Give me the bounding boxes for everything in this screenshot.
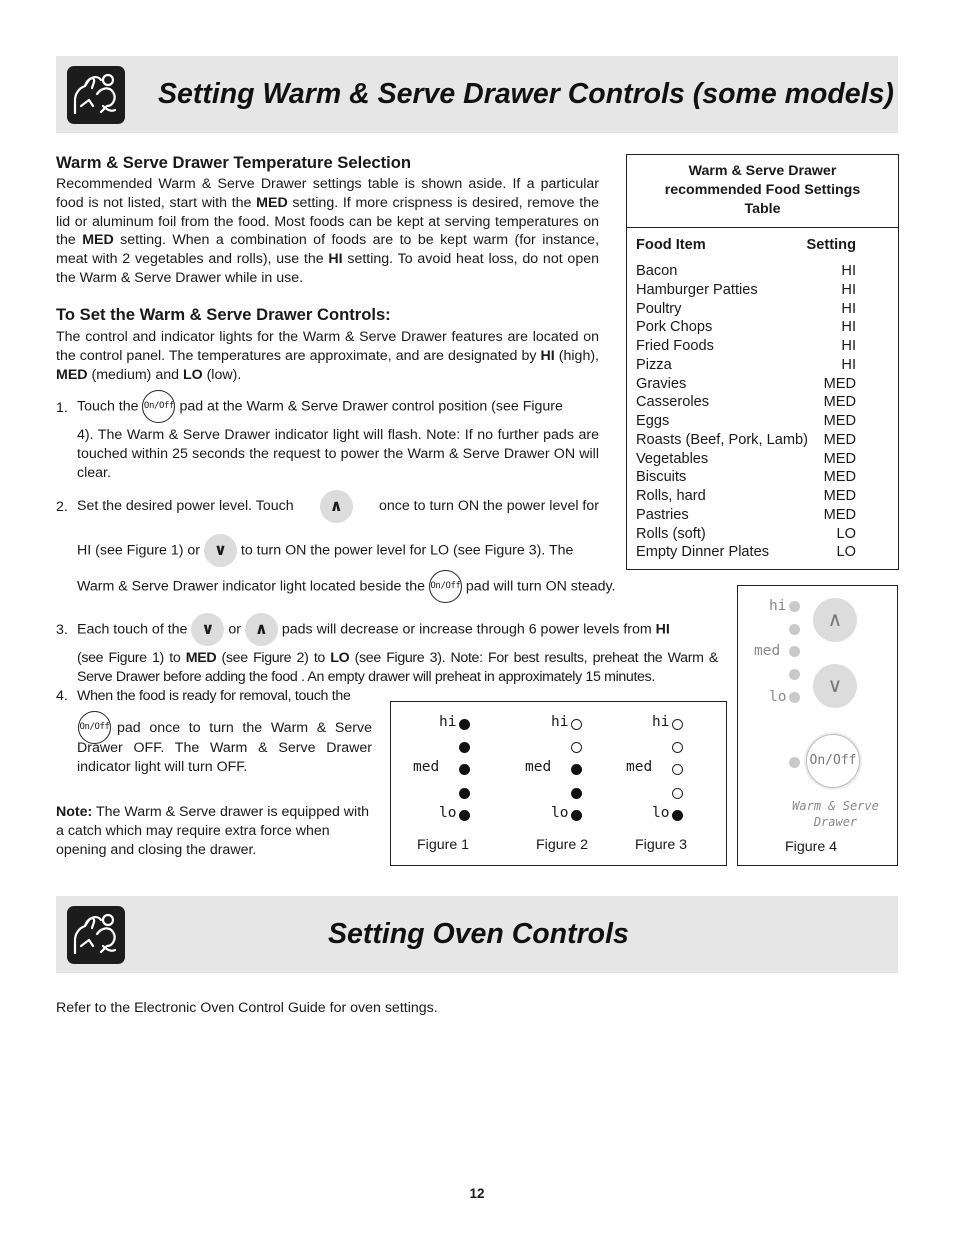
step-4-line-1: When the food is ready for removal, touch the <box>77 688 351 704</box>
table-row <box>636 450 856 469</box>
food-setting: MED <box>823 375 856 392</box>
column-header-setting: Setting <box>806 237 856 253</box>
up-arrow-icon: ∧ <box>320 490 353 523</box>
step-number: 3. <box>56 622 68 638</box>
food-item: Biscuits <box>636 469 687 486</box>
down-arrow-icon: ∨ <box>191 613 224 646</box>
food-item: Rolls (soft) <box>636 525 706 542</box>
section-banner-oven <box>56 896 898 973</box>
food-item: Empty Dinner Plates <box>636 544 770 561</box>
oven-reference-text: Refer to the Electronic Oven Control Guide for oven settings. <box>56 1000 438 1016</box>
indicator-light <box>459 764 470 775</box>
onoff-pad-icon: On/Off <box>429 570 462 603</box>
food-setting: HI <box>841 300 856 317</box>
indicator-light <box>672 788 683 799</box>
food-setting: MED <box>823 469 856 486</box>
level-label-hi: hi <box>652 714 670 730</box>
step-2-line-1: Set the desired power level. Touch ∧ once to turn ON the power level for <box>77 490 599 523</box>
indicator-light <box>672 742 683 753</box>
level-label-lo: lo <box>652 805 670 821</box>
food-item: Pork Chops <box>636 319 713 336</box>
food-item: Poultry <box>636 300 682 317</box>
table-row <box>636 356 856 375</box>
figure-caption: Figure 3 <box>635 837 688 853</box>
controls-paragraph: The control and indicator lights for the Warm & Serve Drawer features are located on the control panel. The temperatures are approximate, and are designated by HI (high), MED (medium) and LO (low). <box>56 329 599 383</box>
indicator-light <box>459 810 470 821</box>
food-item: Gravies <box>636 375 687 392</box>
food-setting: MED <box>823 394 856 411</box>
up-arrow-icon: ∧ <box>245 613 278 646</box>
food-item: Bacon <box>636 263 678 279</box>
food-item: Vegetables <box>636 450 709 467</box>
table-row <box>636 300 856 319</box>
level-label-med: med <box>413 759 440 775</box>
onoff-pad-icon: On/Off <box>78 711 111 744</box>
table-row <box>636 543 856 562</box>
table-row <box>636 506 856 525</box>
food-setting: MED <box>823 450 856 467</box>
section-banner-warm-serve <box>56 56 898 133</box>
hands-icon <box>67 66 125 124</box>
table-row <box>636 375 856 394</box>
table-header-row <box>636 237 856 253</box>
indicator-light <box>571 742 582 753</box>
label-med: med <box>754 643 781 659</box>
food-setting: MED <box>823 431 856 448</box>
indicator-light <box>789 669 800 680</box>
food-settings-table <box>626 154 899 570</box>
table-row <box>636 487 856 506</box>
drawer-label: Warm & Serve Drawer <box>792 799 879 829</box>
food-item: Roasts (Beef, Pork, Lamb) <box>636 431 808 448</box>
onoff-pad-icon: On/Off <box>142 390 175 423</box>
figure-caption: Figure 4 <box>785 839 838 855</box>
food-item: Casseroles <box>636 394 709 411</box>
food-setting: HI <box>841 319 856 336</box>
figure-4-control-panel <box>737 585 898 866</box>
indicator-light <box>459 742 470 753</box>
table-row <box>636 393 856 412</box>
food-item: Hamburger Patties <box>636 281 758 298</box>
step-4-text: pad once to turn the Warm & Serve Drawer OFF. The Warm & Serve Drawer indicator light will turn OFF. <box>77 720 372 775</box>
down-arrow-button-icon: ∨ <box>813 664 857 708</box>
food-setting: MED <box>823 506 856 523</box>
food-item: Pastries <box>636 506 689 523</box>
table-row <box>636 337 856 356</box>
table-title: Warm & Serve Drawer recommended Food Settings Table <box>627 155 898 228</box>
intro-paragraph: Recommended Warm & Serve Drawer settings table is shown aside. If a particular food is not listed, start with the MED setting. If more crispness is desired, remove the lid or aluminum foil from the food. Most foods can be kept at serving temperatures on the MED setting. When a combination of foods are to be kept warm (for instance, meat with 2 vegetables and rolls), use the HI setting. To avoid heat loss, do not open the Warm & Serve Drawer while in use. <box>56 176 600 286</box>
indicator-light <box>672 810 683 821</box>
heading-set-controls: To Set the Warm & Serve Drawer Controls: <box>56 305 391 324</box>
section-title: Setting Warm & Serve Drawer Controls (some models) <box>158 78 894 110</box>
step-number: 1. <box>56 400 68 416</box>
step-3-text: (see Figure 1) to MED (see Figure 2) to LO (see Figure 3). Note: For best results, preheat the Warm & Serve Drawer before adding the food . An empty drawer will preheat in approximately 15 minutes. <box>77 650 718 685</box>
note-paragraph: Note: The Warm & Serve drawer is equipped with a catch which may require extra force when opening and closing the drawer. <box>56 804 370 858</box>
level-label-lo: lo <box>551 805 569 821</box>
food-item: Eggs <box>636 413 670 429</box>
figures-1-3-panel <box>390 701 727 866</box>
indicator-light <box>672 719 683 730</box>
drawer-indicator-light <box>789 757 800 768</box>
step-number: 4. <box>56 688 68 704</box>
indicator-light <box>459 788 470 799</box>
food-setting: MED <box>823 413 856 429</box>
step-1-text: 4). The Warm & Serve Drawer indicator light will flash. Note: If no further pads are touched within 25 seconds the request to power the Warm & Serve Drawer ON will clear. <box>77 427 599 481</box>
level-label-hi: hi <box>551 714 569 730</box>
indicator-light <box>571 719 582 730</box>
food-item: Pizza <box>636 356 672 373</box>
table-body <box>636 262 856 562</box>
food-item: Fried Foods <box>636 338 714 354</box>
food-setting: HI <box>841 263 856 279</box>
food-setting: HI <box>841 356 856 373</box>
indicator-light <box>571 788 582 799</box>
level-label-med: med <box>626 759 653 775</box>
food-setting: LO <box>836 525 856 542</box>
step-3-line-1: Each touch of the ∨ or ∧ pads will decrease or increase through 6 power levels from HI <box>77 613 722 646</box>
food-setting: HI <box>841 281 856 298</box>
table-row <box>636 318 856 337</box>
figure-caption: Figure 1 <box>417 837 470 853</box>
onoff-button-icon: On/Off <box>806 734 860 788</box>
indicator-light <box>571 810 582 821</box>
table-row <box>636 468 856 487</box>
label-lo: lo <box>769 689 787 705</box>
level-label-lo: lo <box>439 805 457 821</box>
step-number: 2. <box>56 499 68 515</box>
indicator-light <box>672 764 683 775</box>
indicator-light <box>789 646 800 657</box>
label-hi: hi <box>769 598 787 614</box>
figure-caption: Figure 2 <box>536 837 589 853</box>
level-label-hi: hi <box>439 714 457 730</box>
food-setting: MED <box>823 488 856 504</box>
level-label-med: med <box>525 759 552 775</box>
up-arrow-button-icon: ∧ <box>813 598 857 642</box>
step-2-line-3: Warm & Serve Drawer indicator light located beside the On/Off pad will turn ON steady. <box>77 570 677 603</box>
indicator-light <box>459 719 470 730</box>
indicator-light <box>789 601 800 612</box>
step-2-line-2: HI (see Figure 1) or ∨ to turn ON the power level for LO (see Figure 3). The <box>77 534 599 567</box>
food-item: Rolls, hard <box>636 488 706 504</box>
table-row <box>636 412 856 431</box>
food-setting: LO <box>836 544 856 561</box>
table-row <box>636 262 856 281</box>
hands-icon <box>67 906 125 964</box>
table-row <box>636 281 856 300</box>
heading-temperature-selection: Warm & Serve Drawer Temperature Selection <box>56 153 412 172</box>
page-number: 12 <box>469 1186 485 1201</box>
down-arrow-icon: ∨ <box>204 534 237 567</box>
section-title: Setting Oven Controls <box>328 918 629 950</box>
indicator-light <box>571 764 582 775</box>
indicator-light <box>789 624 800 635</box>
indicator-light <box>789 692 800 703</box>
table-row <box>636 431 856 450</box>
food-setting: HI <box>841 338 856 354</box>
table-row <box>636 525 856 544</box>
step-1-line: Touch the On/Off pad at the Warm & Serve Drawer control position (see Figure <box>77 390 599 423</box>
column-header-food: Food Item <box>636 237 706 253</box>
